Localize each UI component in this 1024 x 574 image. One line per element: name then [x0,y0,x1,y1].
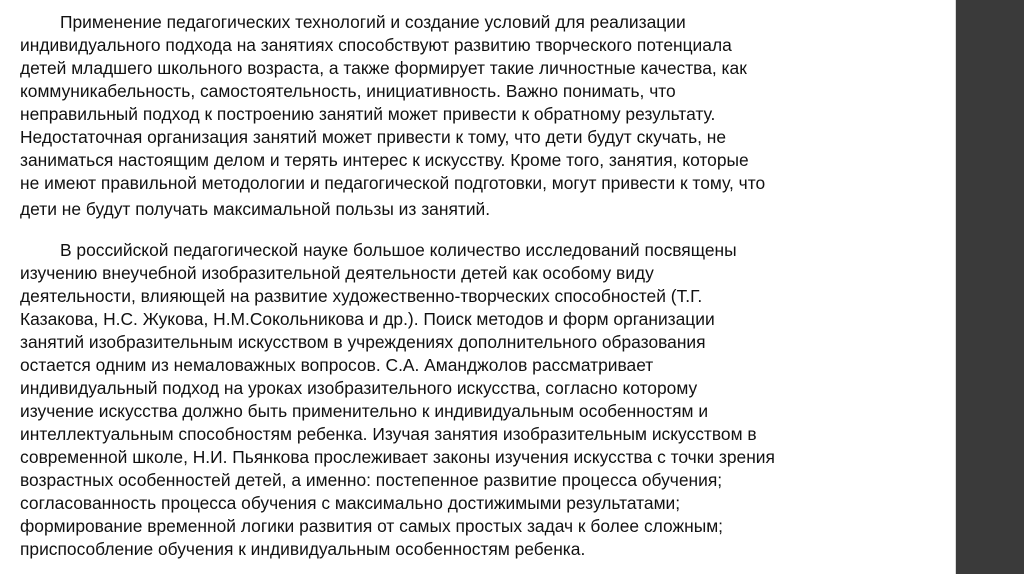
text-line: интеллектуальным способностям ребенка. Изучая занятия изобразительным искусством в [20,424,757,444]
paragraph-1 [20,11,950,221]
text-line: индивидуального подхода на занятиях способствуют развитию творческого потенциала [20,35,732,55]
text-line: детей младшего школьного возраста, а также формирует такие личностные качества, как [20,58,747,78]
paragraph-2 [20,239,950,561]
text-line: не имеют правильной методологии и педагогической подготовки, могут привести к тому, что [20,173,766,193]
text-line: деятельности, влияющей на развитие художественно-творческих способностей (Т.Г. [20,286,703,306]
text-line: изучению внеучебной изобразительной деятельности детей как особому виду [20,263,654,283]
text-line: неправильный подход к построению занятий может привести к обратному результату. [20,104,716,124]
text-line: Недостаточная организация занятий может привести к тому, что дети будут скучать, не [20,127,727,147]
paragraph-spacer [20,221,950,239]
text-line: приспособление обучения к индивидуальным особенностям ребенка. [20,539,586,559]
text-line: Применение педагогических технологий и создание условий для реализации [60,12,686,32]
text-line: современной школе, Н.И. Пьянкова прослеживает законы изучения искусства с точки зрения [20,447,775,467]
text-line: Казакова, Н.С. Жукова, Н.М.Сокольникова и др.). Поиск методов и форм организации [20,309,715,329]
text-line: индивидуальный подход на уроках изобразительного искусства, согласно которому [20,378,698,398]
text-line: дети не будут получать максимальной пользы из занятий. [20,199,491,219]
text-line: изучение искусства должно быть применительно к индивидуальным особенностям и [20,401,709,421]
text-line: коммуникабельность, самостоятельность, инициативность. Важно понимать, что [20,81,676,101]
slide-text-body [20,11,950,561]
text-line: формирование временной логики развития от самых простых задач к более сложным; [20,516,723,536]
text-line: согласованность процесса обучения с максимально достижимыми результатами; [20,493,681,513]
text-line: возрастных особенностей детей, а именно: постепенное развитие процесса обучения; [20,470,723,490]
text-line: заниматься настоящим делом и терять интерес к искусству. Кроме того, занятия, которые [20,150,749,170]
right-side-bar [956,0,1024,574]
text-line: остается одним из немаловажных вопросов. С.А. Аманджолов рассматривает [20,355,654,375]
text-line: занятий изобразительным искусством в учреждениях дополнительного образования [20,332,706,352]
text-line: В российской педагогической науке большое количество исследований посвящены [60,240,737,260]
